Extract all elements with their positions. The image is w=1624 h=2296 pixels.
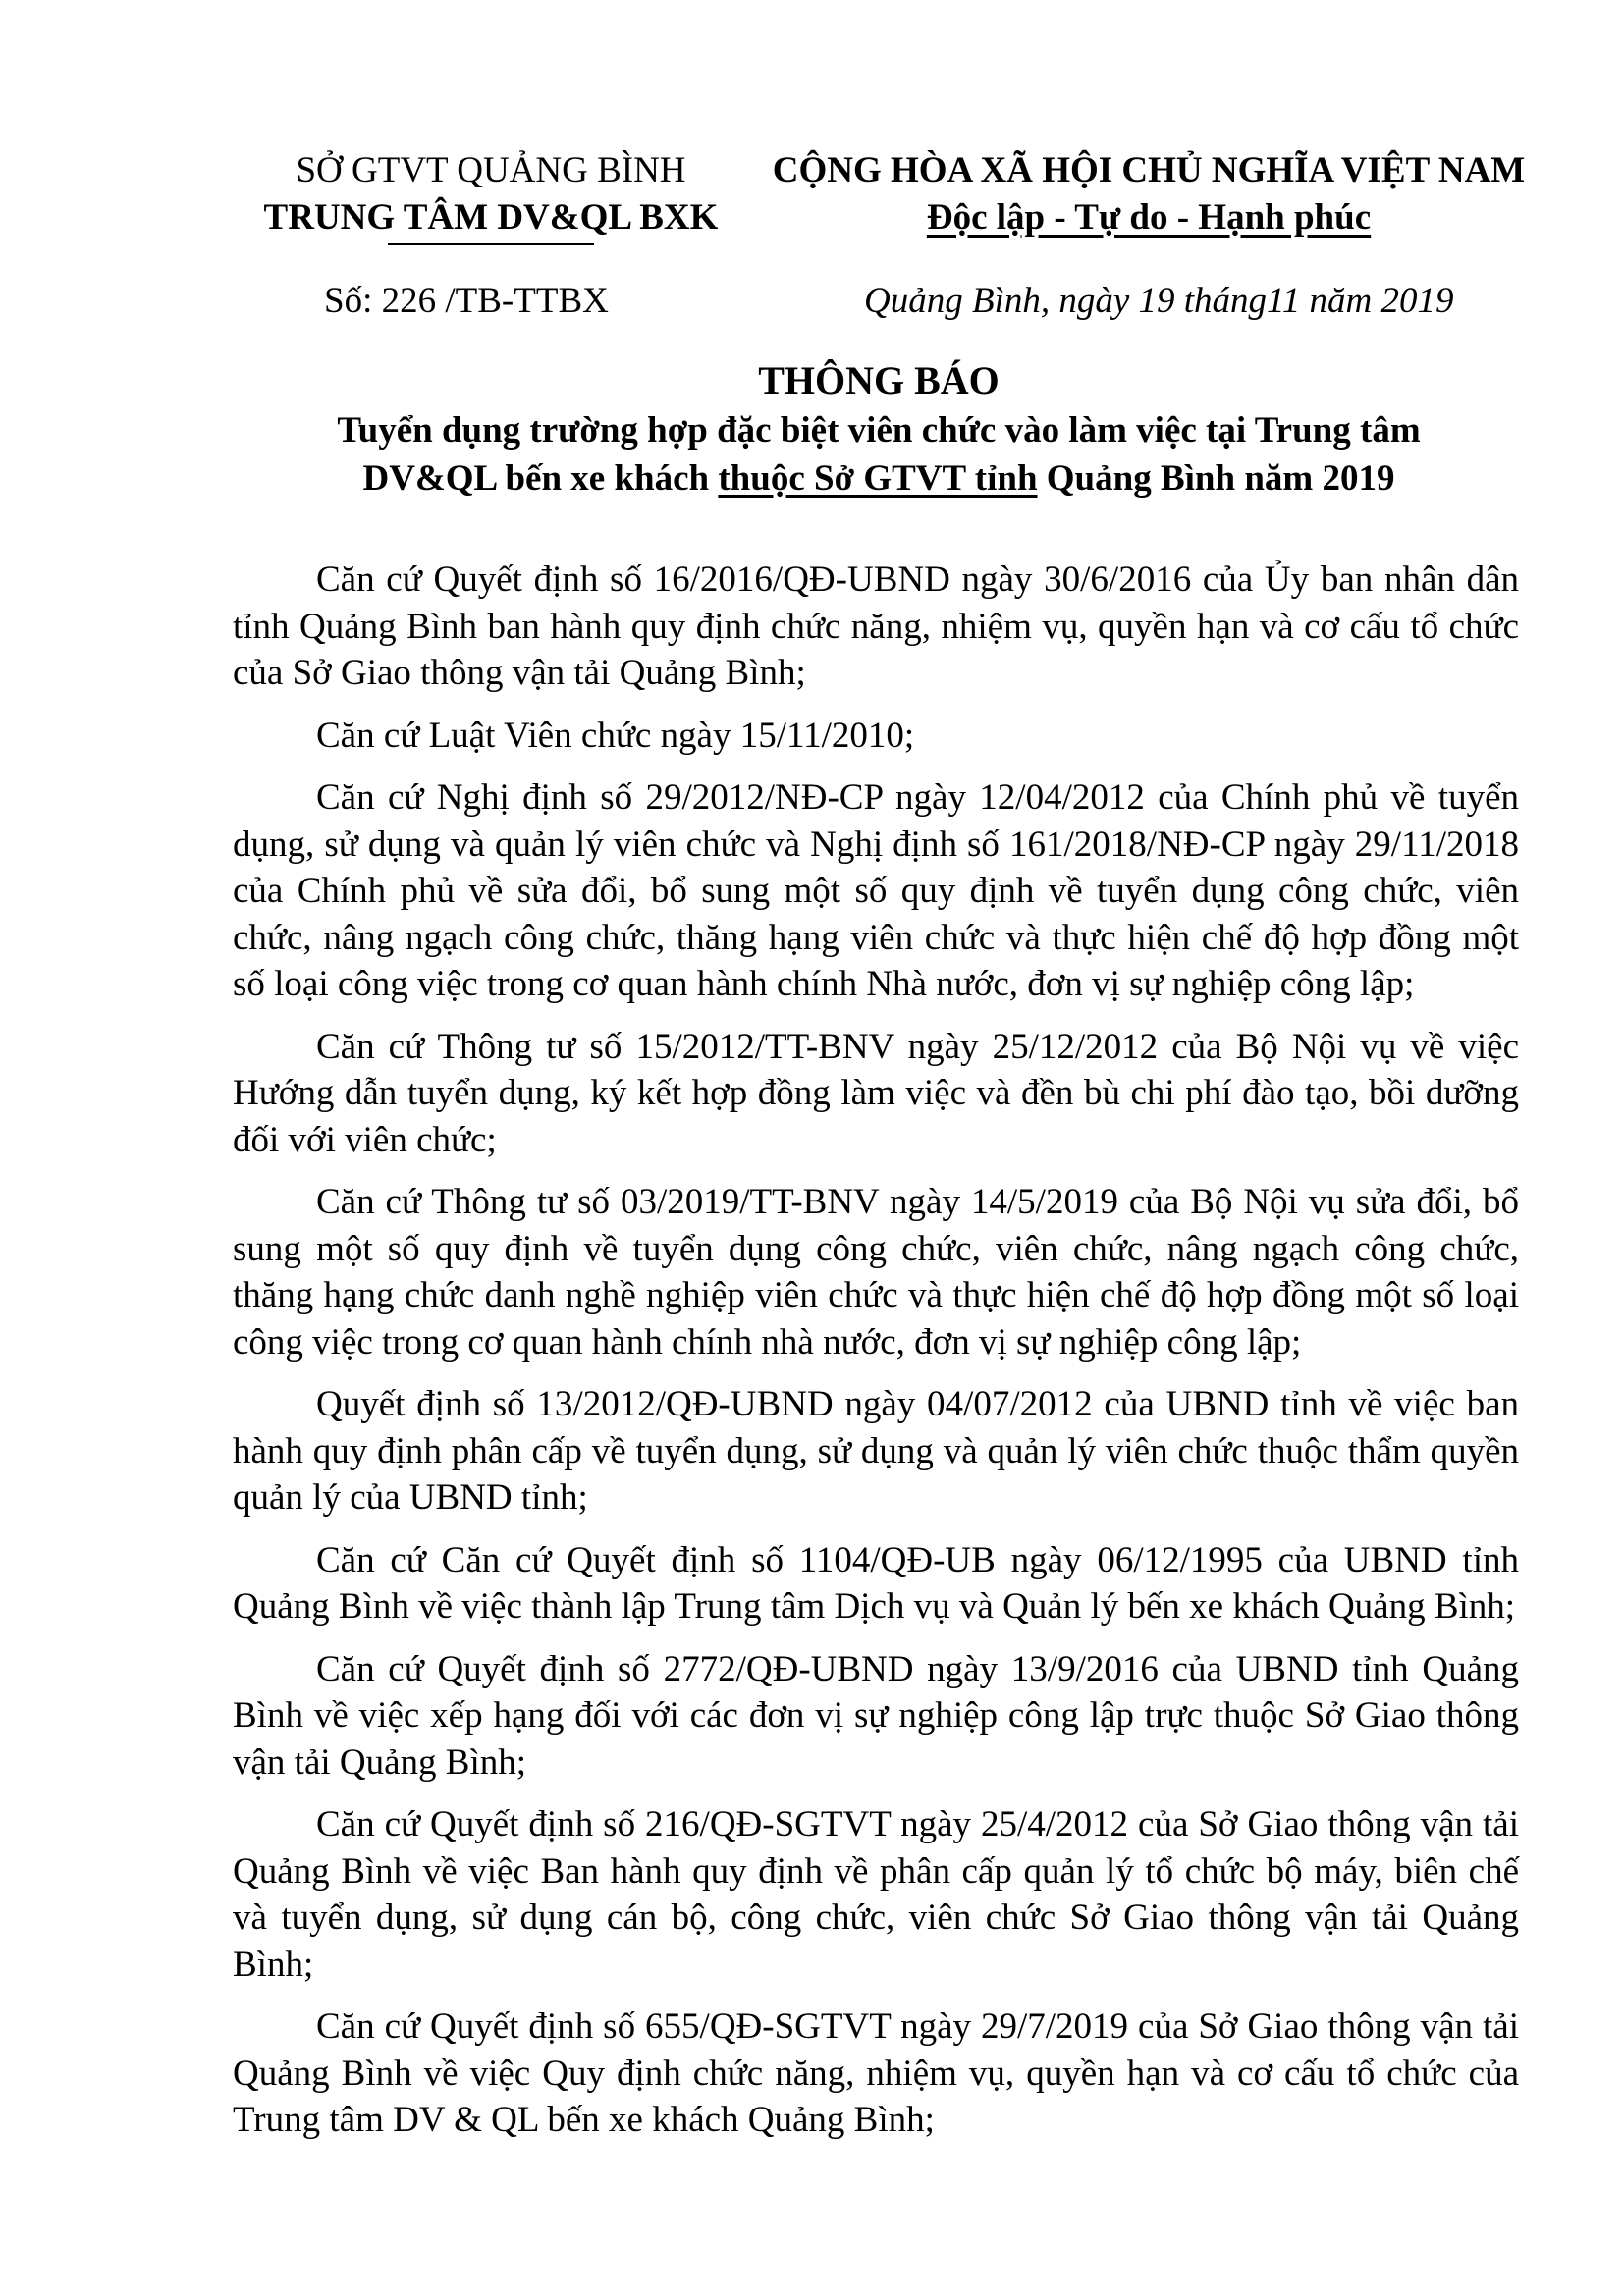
legal-basis-paragraph: Căn cứ Quyết định số 2772/QĐ-UBND ngày 13/9/2016 của UBND tỉnh Quảng Bình về việc xếp hạng đối với các đơn vị sự nghiệp công lập trực thuộc Sở Giao thông vận tải Quảng Bình; <box>233 1648 1519 1783</box>
issuing-agency-block <box>226 147 756 245</box>
subtitle-line-2-underlined: thuộc Sở GTVT tỉnh <box>718 458 1038 499</box>
legal-basis-paragraph: Quyết định số 13/2012/QĐ-UBND ngày 04/07/2012 của UBND tỉnh về việc ban hành quy định phân cấp về tuyển dụng, sử dụng và quản lý viên chức thuộc thẩm quyền quản lý của UBND tỉnh; <box>233 1384 1519 1518</box>
subtitle-line-2-prefix: DV&QL bến xe khách <box>362 458 719 499</box>
legal-basis-paragraph: Căn cứ Thông tư số 03/2019/TT-BNV ngày 14/5/2019 của Bộ Nội vụ sửa đổi, bổ sung một số quy định về tuyển dụng công chức, viên chức, nâng ngạch công chức, thăng hạng chức danh nghề nghiệp viên chức và thực hiện chế độ hợp đồng một số loại công việc trong cơ quan hành chính nhà nước, đơn vị sự nghiệp công lập; <box>233 1182 1519 1362</box>
subtitle-line-2 <box>196 454 1561 503</box>
document-date: Quảng Bình, ngày 19 tháng11 năm 2019 <box>864 281 1454 321</box>
national-heading-block <box>746 147 1551 241</box>
legal-basis-paragraph: Căn cứ Quyết định số 655/QĐ-SGTVT ngày 29/7/2019 của Sở Giao thông vận tải Quảng Bình về việc Quy định chức năng, nhiệm vụ, quyền hạn và cơ cấu tổ chức của Trung tâm DV & QL bến xe khách Quảng Bình; <box>233 2006 1519 2140</box>
subtitle-line-2-suffix: Quảng Bình năm 2019 <box>1037 458 1395 499</box>
document-number: Số: 226 /TB-TTBX <box>324 281 609 321</box>
subtitle-line-1: Tuyển dụng trường hợp đặc biệt viên chức vào làm việc tại Trung tâm <box>337 410 1421 451</box>
legal-basis-paragraph: Căn cứ Quyết định số 16/2016/QĐ-UBND ngày 30/6/2016 của Ủy ban nhân dân tỉnh Quảng Bình ban hành quy định chức năng, nhiệm vụ, quyền hạn và cơ cấu tổ chức của Sở Giao thông vận tải Quảng Bình; <box>233 560 1519 693</box>
legal-basis-paragraph: Căn cứ Nghị định số 29/2012/NĐ-CP ngày 12/04/2012 của Chính phủ về tuyển dụng, sử dụng và quản lý viên chức và Nghị định số 161/2018/NĐ-CP ngày 29/11/2018 của Chính phủ về sửa đổi, bổ sung một số quy định về tuyển dụng công chức, viên chức, nâng ngạch công chức, thăng hạng viên chức và thực hiện chế độ hợp đồng một số loại công việc trong cơ quan hành chính Nhà nước, đơn vị sự nghiệp công lập; <box>233 777 1519 1004</box>
title-block <box>196 355 1561 503</box>
legal-basis-paragraph: Căn cứ Luật Viên chức ngày 15/11/2010; <box>316 715 915 756</box>
agency-underline-rule <box>388 243 594 245</box>
document-body <box>233 557 1519 2160</box>
legal-basis-paragraph: Căn cứ Thông tư số 15/2012/TT-BNV ngày 25/12/2012 của Bộ Nội vụ về việc Hướng dẫn tuyển dụng, ký kết hợp đồng làm việc và đền bù chi phí đào tạo, bồi dưỡng đối với viên chức; <box>233 1026 1519 1160</box>
nation-name: CỘNG HÒA XÃ HỘI CHỦ NGHĨA VIỆT NAM <box>772 150 1526 190</box>
national-motto: Độc lập - Tự do - Hạnh phúc <box>926 197 1372 238</box>
department-name: SỞ GTVT QUẢNG BÌNH <box>296 150 686 190</box>
document-title: THÔNG BÁO <box>758 358 1000 402</box>
legal-basis-paragraph: Căn cứ Quyết định số 216/QĐ-SGTVT ngày 25/4/2012 của Sở Giao thông vận tải Quảng Bình về việc Ban hành quy định về phân cấp quản lý tổ chức bộ máy, biên chế và tuyển dụng, sử dụng cán bộ, công chức, viên chức Sở Giao thông vận tải Quảng Bình; <box>233 1804 1519 1985</box>
legal-basis-paragraph: Căn cứ Căn cứ Quyết định số 1104/QĐ-UB ngày 06/12/1995 của UBND tỉnh Quảng Bình về việc thành lập Trung tâm Dịch vụ và Quản lý bến xe khách Quảng Bình; <box>233 1539 1519 1627</box>
unit-name: TRUNG TÂM DV&QL BXK <box>263 197 719 238</box>
